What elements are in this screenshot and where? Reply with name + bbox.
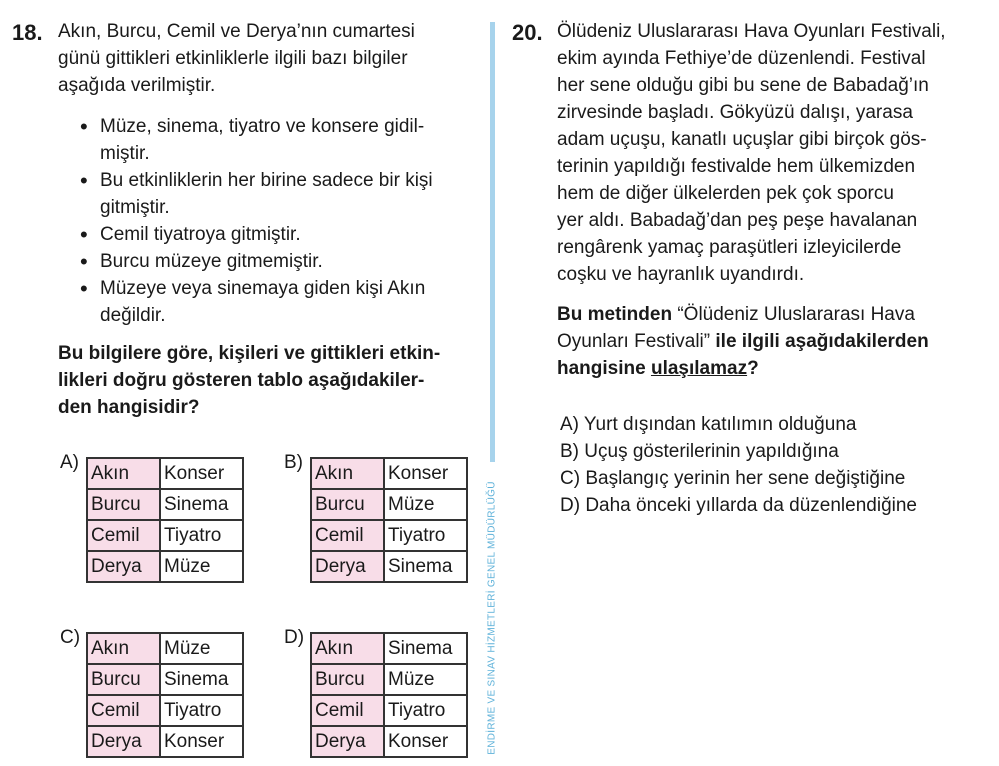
choice-c[interactable]: C) Başlangıç yerinin her sene değiştiğine — [560, 468, 906, 489]
bullet-item: • Müze, sinema, tiyatro ve konsere gidil- miştir. — [80, 113, 480, 167]
question-18-intro — [58, 18, 478, 99]
question-18-bullets — [80, 113, 480, 329]
option-c-label[interactable]: C) — [60, 627, 81, 648]
table-row: Derya Müze — [87, 551, 243, 582]
table-row: Akın Konser — [311, 458, 467, 489]
intro-line: Akın, Burcu, Cemil ve Derya’nın cumartesi — [58, 21, 415, 42]
choice-d[interactable]: D) Daha önceki yıllarda da düzenlendiğine — [560, 495, 918, 516]
question-20-choices — [560, 411, 990, 519]
table-row: Burcu Sinema — [87, 664, 243, 695]
bullet-item: • Müzeye veya sinemaya giden kişi Akın değildir. — [80, 275, 480, 329]
table-row: Cemil Tiyatro — [87, 520, 243, 551]
table-row: Cemil Tiyatro — [311, 695, 467, 726]
table-row: Burcu Sinema — [87, 489, 243, 520]
table-row: Cemil Tiyatro — [311, 520, 467, 551]
question-18-number: 18. — [12, 20, 43, 45]
intro-line: günü gittikleri etkinliklerle ilgili bazı bilgiler — [58, 48, 408, 69]
table-row: Burcu Müze — [311, 664, 467, 695]
question-20-number: 20. — [512, 20, 543, 45]
option-a-label[interactable]: A) — [60, 452, 79, 473]
option-c-table[interactable] — [86, 632, 244, 758]
question-20-prompt: Bu metinden “Ölüdeniz Uluslararası Hava Oyunları Festivali” ile ilgili aşağıdakilerden hangisine ulaşılamaz? — [557, 304, 929, 379]
bullet-item: • Burcu müzeye gitmemiştir. — [80, 248, 480, 275]
table-row: Cemil Tiyatro — [87, 695, 243, 726]
option-b-label[interactable]: B) — [284, 452, 303, 473]
option-d-label[interactable]: D) — [284, 627, 305, 648]
table-row: Akın Müze — [87, 633, 243, 664]
question-18-prompt: Bu bilgilere göre, kişileri ve gittikleri etkin- likleri doğru gösteren tablo aşağıdakiler- den hangisidir? — [58, 343, 441, 418]
table-row: Derya Sinema — [311, 551, 467, 582]
choice-a[interactable]: A) Yurt dışından katılımın olduğuna — [560, 414, 857, 435]
table-row: Burcu Müze — [311, 489, 467, 520]
question-20-passage: Ölüdeniz Uluslararası Hava Oyunları Festivali, ekim ayında Fethiye’de düzenlendi. Festival her sene olduğu gibi bu sene de Babadağ’ın zirvesinde başladı. Gökyüzü dalışı, yarasa adam uçuşu, kanatlı uçuşlar gibi birçok gös- terinin yapıldığı festivalde hem ülkemizden hem de diğer ülkelerden pek çok sporcu yer aldı. Babadağ’dan peş peşe havalanan rengârenk yamaç paraşütleri izleyicilerde coşku ve hayranlık uyandırdı. — [557, 21, 946, 285]
bullet-item: • Bu etkinliklerin her birine sadece bir kişi gitmiştir. — [80, 167, 480, 221]
table-row: Derya Konser — [311, 726, 467, 757]
bullet-item: • Cemil tiyatroya gitmiştir. — [80, 221, 480, 248]
column-divider — [490, 22, 495, 462]
table-row: Derya Konser — [87, 726, 243, 757]
table-row: Akın Sinema — [311, 633, 467, 664]
choice-b[interactable]: B) Uçuş gösterilerinin yapıldığına — [560, 441, 839, 462]
option-d-table[interactable] — [310, 632, 468, 758]
table-row: Akın Konser — [87, 458, 243, 489]
margin-publisher-text: ENDİRME VE SINAV HİZMETLERİ GENEL MÜDÜRLÜĞÜ — [486, 481, 498, 755]
option-b-table[interactable] — [310, 457, 468, 583]
intro-line: aşağıda verilmiştir. — [58, 75, 216, 96]
option-a-table[interactable] — [86, 457, 244, 583]
